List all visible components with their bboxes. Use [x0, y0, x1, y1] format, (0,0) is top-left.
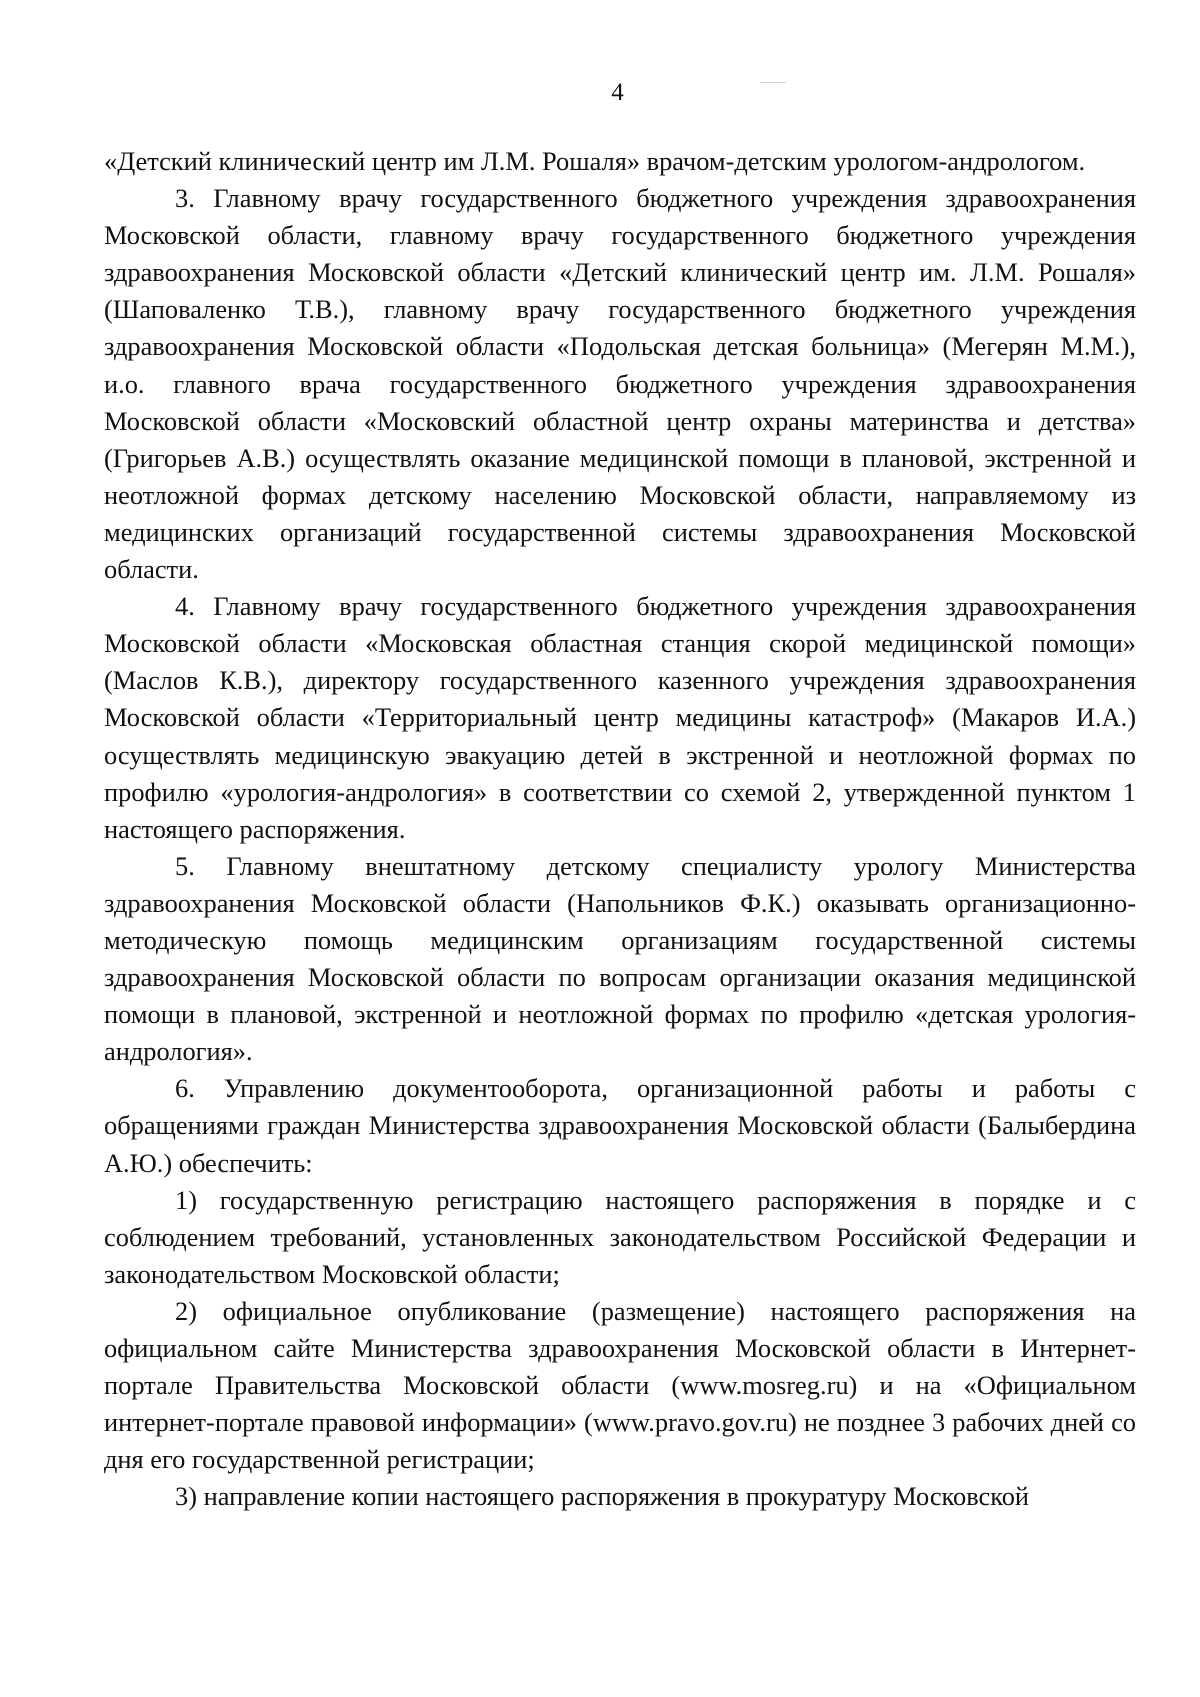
paragraph: 6. Управлению документооборота, организационной работы и работы с обращениями граждан Министерства здравоохранения Московской области (Балыбердина А.Ю.) обеспечить:	[104, 1073, 1136, 1178]
paragraph: 1) государственную регистрацию настоящего распоряжения в порядке и с соблюдением требований, установленных законодательством Российской Федерации и законодательством Московской области;	[104, 1184, 1136, 1289]
paragraph: «Детский клинический центр им Л.М. Рошаля» врачом-детским урологом-андрологом.	[104, 146, 1086, 176]
paragraph: 3. Главному врачу государственного бюджетного учреждения здравоохранения Московской области, главному врачу государственного бюджетного учреждения здравоохранения Московской области «Детский клинический центр им. Л.М. Рошаля» (Шаповаленко Т.В.), главному врачу государственного бюджетного учреждения здравоохранения Московской области «Подольская детская больница» (Мегерян М.М.), и.о. главного врача государственного бюджетного учреждения здравоохранения Московской области «Московский областной центр охраны материнства и детства» (Григорьев А.В.) осуществлять оказание медицинской помощи в плановой, экстренной и неотложной формах детскому населению Московской области, направляемому из медицинских организаций государственной системы здравоохранения Московской области.	[104, 183, 1136, 585]
page-number: 4	[611, 79, 624, 106]
paragraph: 3) направление копии настоящего распоряжения в прокуратуру Московской	[175, 1481, 1030, 1512]
paragraph: 5. Главному внештатному детскому специалисту урологу Министерства здравоохранения Московской области (Напольников Ф.К.) оказывать организационно-методическую помощь медицинским организациям государственной системы здравоохранения Московской области по вопросам организации оказания медицинской помощи в плановой, экстренной и неотложной формах по профилю «детская урология-андрология».	[104, 850, 1136, 1067]
document-body	[104, 143, 1136, 1515]
paragraph: 4. Главному врачу государственного бюджетного учреждения здравоохранения Московской области «Московская областная станция скорой медицинской помощи» (Маслов К.В.), директору государственного казенного учреждения здравоохранения Московской области «Территориальный центр медицины катастроф» (Макаров И.А.) осуществлять медицинскую эвакуацию детей в экстренной и неотложной формах по профилю «урология-андрология» в соответствии со схемой 2, утвержденной пунктом 1 настоящего распоряжения.	[104, 591, 1136, 844]
paragraph: 2) официальное опубликование (размещение) настоящего распоряжения на официальном сайте Министерства здравоохранения Московской области в Интернет-портале Правительства Московской области (www.mosreg.ru) и на «Официальном интернет-портале правовой информации» (www.pravo.gov.ru) не позднее 3 рабочих дней со дня его государственной регистрации;	[104, 1295, 1136, 1475]
